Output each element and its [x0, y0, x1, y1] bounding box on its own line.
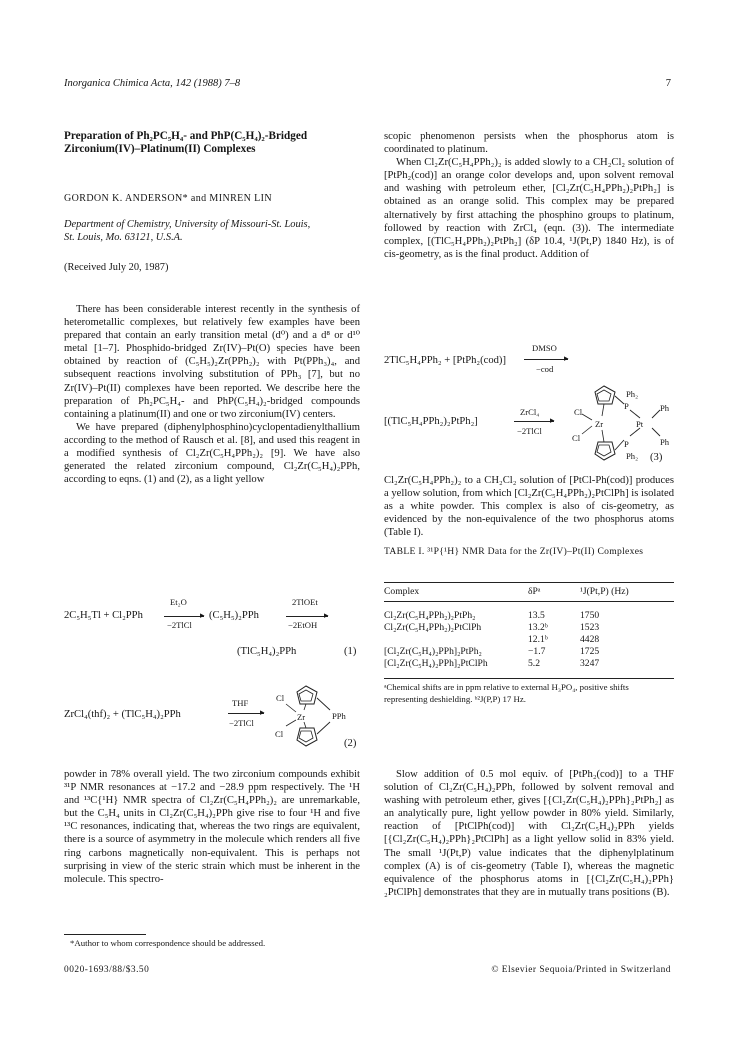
table-cell: 4428 [580, 634, 600, 645]
arrow-head-icon: ▸ [200, 610, 205, 620]
eq1-condition-below-2: −2EtOH [288, 620, 318, 630]
column-header: ¹J(Pt,P) (Hz) [580, 586, 629, 597]
affiliation [64, 218, 360, 244]
reaction-arrow [514, 421, 554, 422]
body-left-top [64, 303, 360, 486]
table-row [384, 610, 674, 622]
article-code: 0020-1693/88/$3.50 [64, 965, 150, 975]
paragraph: powder in 78% overall yield. The two zirconium compounds exhibit ³¹P NMR resonances at −17.2 and −28.9 ppm respectively. The ¹H and ¹³C{¹H} NMR spectra of Cl₂Zr(C₅H₄PPh₂)₂ are unremarkable, but the C₅H₄ units in Cl₂Zr(C₅H₄)₂PPh give rise to four ¹H and five ¹³C resonances, indicating that, whereas the two rings are equivalent, there is a source of asymmetry in the molecule which renders all five ring carbons magnetically non-equivalent. This is perhaps not surprising in view of the steric strain which must be inherent in the molecule. This spectro- [64, 769, 360, 885]
eqa-lhs: 2TlC₅H₄PPh₂ + [PtPh₂(cod)] [384, 355, 506, 366]
title-line-1: Preparation of Ph₂PC₅H₄- and PhP(C₅H₄)₂-Bridged [64, 130, 308, 142]
footnote-divider [64, 934, 146, 935]
table-cell: [Cl₂Zr(C₅H₄)₂PPh]₂PtClPh [384, 658, 488, 669]
equation-2 [64, 680, 360, 752]
table-header-rule [384, 601, 674, 602]
paragraph: Cl₂Zr(C₅H₄PPh₂)₂ to a CH₂Cl₂ solution of [PtCl-Ph(cod)] produces a yellow solution, from which [Cl₂Zr(C₅H₄PPh₂)₂PtClPh] is isolated as a white powder. This complex is also of cis-geometry, as evidenced by the non-equivalence of the two phosphorus atoms (Table I). [384, 475, 674, 539]
table-row [384, 622, 674, 634]
equation-number: (1) [344, 646, 357, 657]
table-row [384, 658, 674, 670]
eq3-condition-above: ZrCl₄ [520, 407, 540, 417]
table-footnote: ᵃChemical shifts are in ppm relative to external H₃PO₄, positive shifts representing deshielding. ᵇ²J(P,P) 17 Hz. [384, 682, 629, 704]
nmr-data-table [384, 586, 674, 670]
table-cell: 1725 [580, 646, 600, 657]
table-cell: 1750 [580, 610, 600, 621]
paragraph: There has been considerable interest recently in the synthesis of heterometallic complexes, but relatively few examples have been prepared that contain an early transition metal (d⁰) and a d⁸ or d¹⁰ metal [1–7]. Phosphido-bridged Zr(IV)–Pt(O) species have been obtained by reaction of (C₅H₅)₂Zr(PPh₂)₂ with Pt(PPh₃)₄, and subsequent reactions involving substitution of PPh₃ [7], but no Zr(IV)–Pt(II) complexes have been reported. We describe here the preparation of Ph₂PC₅H₄- and PhP(C₅H₄)₂-bridged compounds containing a platinum(II) and one or two zirconium(IV) centers. [64, 304, 360, 420]
eq3-condition-below: −2TlCl [517, 426, 542, 436]
table-cell: 3247 [580, 658, 600, 669]
pph-label: PPh [332, 711, 346, 721]
eq2-condition-below: −2TlCl [229, 718, 254, 728]
eq1-intermediate: (C₅H₅)₂PPh [209, 610, 259, 621]
affiliation-line-1: Department of Chemistry, University of Missouri-St. Louis, [64, 219, 311, 230]
equation-number: (3) [650, 452, 663, 463]
table-row [384, 634, 674, 646]
equation-number: (2) [344, 738, 357, 749]
author-footnote: *Author to whom correspondence should be addressed. [70, 938, 266, 948]
title-line-2: Zirconium(IV)–Platinum(II) Complexes [64, 143, 256, 156]
eq1-condition-below-1: −2TlCl [167, 620, 192, 630]
chloride-label: Cl [572, 433, 581, 443]
table-header-row [384, 586, 674, 598]
eqa-condition-below: −cod [536, 364, 554, 374]
reaction-arrow [164, 616, 204, 617]
zirconium-label: Zr [297, 712, 306, 722]
eq1-condition-above-2: 2TlOEt [292, 597, 318, 607]
journal-citation: Inorganica Chimica Acta, 142 (1988) 7–8 [64, 78, 241, 89]
arrow-head-icon: ▸ [564, 353, 569, 363]
arrow-head-icon: ▸ [260, 707, 265, 717]
eq2-reactants: ZrCl₄(thf)₂ + (TlC₅H₄)₂PPh [64, 709, 181, 720]
table-bottom-rule [384, 678, 674, 679]
column-header: δPᵃ [528, 586, 541, 597]
table-cell: 5.2 [528, 658, 540, 669]
column-header: Complex [384, 586, 420, 597]
phenyl-label: Ph [660, 403, 670, 413]
chloride-label: Cl [276, 693, 285, 703]
eq2-condition-above: THF [232, 698, 249, 708]
reaction-arrow [524, 359, 568, 360]
phosphorus-label: P [624, 401, 629, 411]
chloride-label: Cl [275, 729, 284, 739]
paragraph: Slow addition of 0.5 mol equiv. of [PtPh₂(cod)] to a THF solution of Cl₂Zr(C₅H₄)₂PPh, followed by solvent removal and washing with petroleum ether, gives [{Cl₂Zr(C₅H₄)₂PPh}₂PtPh₂] as an analytically pure, light yellow powder in 80% yield. Similarly, reaction of [PtClPh(cod)] with Cl₂Zr(C₅H₄)₂PPh yields [{Cl₂Zr(C₅H₄)₂PPh}₂PtClPh] as a light yellow solid in 83% yield. The small ¹J(Pt,P) value indicates that the diphenylplatinum complex (A) is of cis-geometry (Table I), whereas the magnetic equivalence of the phosphorus atoms in [{Cl₂Zr(C₅H₄)₂PPh}₂PtClPh] demonstrates that they are in mutually trans positions (B). [384, 769, 674, 898]
reaction-arrow [228, 713, 264, 714]
ph2-label: Ph₂ [626, 389, 639, 399]
body-right-bottom [384, 768, 674, 899]
platinum-label: Pt [636, 419, 644, 429]
phenyl-label: Ph [660, 437, 670, 447]
zirconium-label: Zr [595, 419, 604, 429]
table-cell: 12.1ᵇ [528, 634, 548, 645]
eq3-reactant: [(TlC₅H₄PPh₂)₂PtPh₂] [384, 416, 478, 427]
table-cell: 1523 [580, 622, 600, 633]
paragraph: We have prepared (diphenylphosphino)cyclopentadienylthallium according to the method of Rausch et al. [8], and used this reagent in a modified synthesis of Cl₂Zr(C₅H₄PPh₂)₂ [9]. We have also generated the related zirconium compound, Cl₂Zr(C₅H₄)₂PPh, according to eqns. (1) and (2), as a light yellow [64, 421, 360, 486]
page-number: 7 [665, 78, 671, 89]
paragraph: scopic phenomenon persists when the phosphorus atom is coordinated to platinum. [384, 131, 674, 156]
eq1-reactants: 2C₅H₅Tl + Cl₂PPh [64, 610, 143, 621]
eq1-condition-above-1: Et₂O [170, 597, 187, 607]
phosphorus-label: P [624, 439, 629, 449]
table-row [384, 646, 674, 658]
table-cell: 13.2ᵇ [528, 622, 548, 633]
table-cell: −1.7 [528, 646, 546, 657]
ph2-label: Ph₂ [626, 451, 639, 461]
chloride-label: Cl [574, 407, 583, 417]
body-right-top [384, 130, 674, 261]
paragraph: When Cl₂Zr(C₅H₄PPh₂)₂ is added slowly to a CH₂Cl₂ solution of [PtPh₂(cod)] an orange color develops and, upon solvent removal and washing with petroleum ether, [Cl₂Zr(C₅H₄PPh₂)₂PtPh₂] is obtained as an orange solid. This complex may be prepared alternatively by first attaching the phosphino groups to platinum, followed by reaction with ZrCl₄ (eqn. (3)). The intermediate complex, [(TlC₅H₄PPh₂)₂PtPh₂] (δP 10.4, ¹J(Pt,P) 1840 Hz), is of cis-geometry, as is the final product. Addition of [384, 157, 674, 260]
table-cell: [Cl₂Zr(C₅H₄)₂PPh]₂PtPh₂ [384, 646, 482, 657]
table-top-rule [384, 582, 674, 583]
article-title [64, 130, 360, 157]
table-cell [384, 634, 528, 646]
equation-3 [384, 380, 674, 466]
author-list: GORDON K. ANDERSON* and MINREN LIN [64, 193, 273, 204]
reaction-arrow [286, 616, 328, 617]
affiliation-line-2: St. Louis, Mo. 63121, U.S.A. [64, 232, 183, 243]
eq1-product: (TlC₅H₄)₂PPh [237, 646, 297, 657]
table-cell: Cl₂Zr(C₅H₄PPh₂)₂PtClPh [384, 622, 482, 633]
table-cell: Cl₂Zr(C₅H₄PPh₂)₂PtPh₂ [384, 610, 476, 621]
body-right-mid [384, 474, 674, 539]
received-date: (Received July 20, 1987) [64, 262, 169, 273]
copyright-line: © Elsevier Sequoia/Printed in Switzerland [491, 965, 671, 975]
eqa-condition-above: DMSO [532, 343, 557, 353]
arrow-head-icon: ▸ [324, 610, 329, 620]
equation-dmso [384, 340, 674, 380]
table-caption: TABLE I. ³¹P{¹H} NMR Data for the Zr(IV)–Pt(II) Complexes [384, 546, 644, 557]
table-cell: 13.5 [528, 610, 545, 621]
arrow-head-icon: ▸ [550, 415, 555, 425]
body-left-bottom [64, 768, 360, 886]
equation-1 [64, 596, 360, 676]
